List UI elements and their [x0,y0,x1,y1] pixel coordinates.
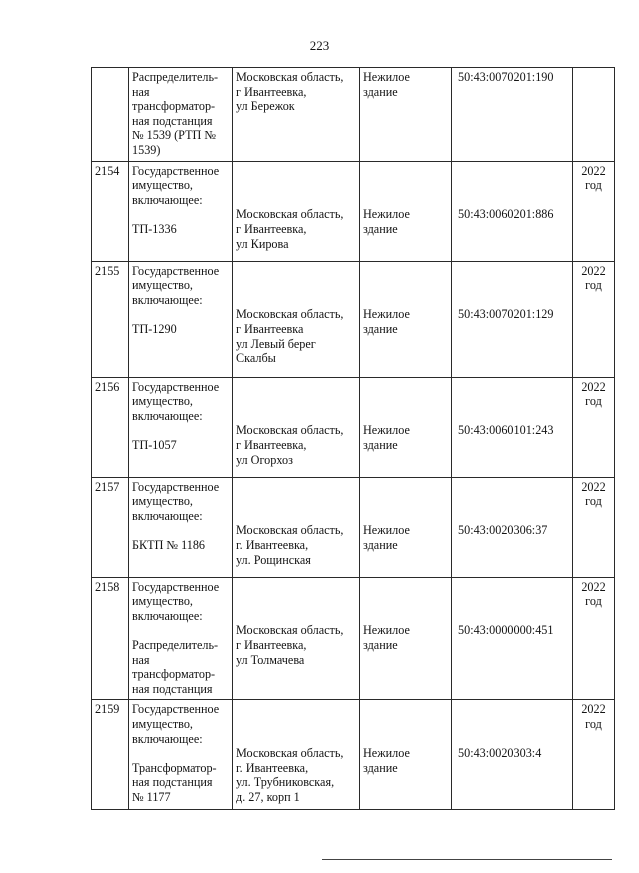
property-item-name: ТП-1336 [132,221,177,236]
transfer-year-cell [573,700,615,810]
table-row [92,161,615,261]
building-type: Нежилое здание [363,207,410,236]
entry-number: 2157 [95,479,120,494]
property-group-name: Государственное имущество, включающее: [132,379,220,423]
property-group-name: Государственное имущество, включающее: [132,702,220,746]
property-group-name: Государственное имущество, включающее: [132,263,220,307]
property-address: Московская область, г Ивантеевка, ул Кирова [236,207,344,251]
building-type: Нежилое здание [363,623,410,652]
registry-table-body [92,68,615,810]
building-type: Нежилое здание [363,423,410,452]
transfer-year: 2022 год [581,702,606,731]
property-name-cell [129,161,233,261]
cadastral-number: 50:43:0060101:243 [458,423,554,438]
cadastral-number-cell [452,477,573,577]
property-name-cell [129,68,233,162]
transfer-year: 2022 год [581,163,606,193]
property-item-name: ТП-1057 [132,437,177,452]
property-item-name: Трансформатор- ная подстанция № 1177 [132,760,217,804]
property-name-cell [129,261,233,377]
cadastral-number: 50:43:0070201:129 [458,307,554,322]
building-type: Нежилое здание [363,70,410,99]
property-address: Московская область, г Ивантеевка, ул Бережок [236,70,344,114]
cadastral-number-cell [452,577,573,700]
property-group-name: Государственное имущество, включающее: [132,479,220,523]
cadastral-number-cell [452,700,573,810]
cadastral-number: 50:43:0070201:190 [458,70,554,84]
property-name-cell [129,700,233,810]
address-cell [233,68,360,162]
building-type: Нежилое здание [363,746,410,775]
property-item-name: Распределитель- ная трансформатор- ная подстанция [132,637,219,696]
transfer-year: 2022 год [581,479,606,509]
entry-number: 2155 [95,263,120,278]
property-item-name: ТП-1290 [132,321,177,336]
address-cell [233,477,360,577]
entry-number: 2154 [95,163,120,178]
transfer-year: 2022 год [581,379,606,409]
property-name-cell [129,477,233,577]
address-cell [233,377,360,477]
property-address: Московская область, г Ивантеевка, ул Толмачева [236,623,344,667]
address-cell [233,261,360,377]
cadastral-number-cell [452,161,573,261]
property-item-name: Распределитель- ная трансформатор- ная подстанция № 1539 (РТП № 1539) [132,70,219,157]
building-type-cell [360,577,452,700]
property-registry-table [91,67,615,810]
cadastral-number-cell [452,68,573,162]
entry-number-cell [92,68,129,162]
property-item-name: БКТП № 1186 [132,537,206,552]
building-type: Нежилое здание [363,307,410,336]
address-cell [233,161,360,261]
table-row [92,577,615,700]
table-row [92,261,615,377]
transfer-year-cell [573,577,615,700]
property-address: Московская область, г Ивантеевка ул Левый берег Скалбы [236,307,344,366]
footer-rule [322,859,612,860]
property-name-cell [129,577,233,700]
transfer-year-cell [573,377,615,477]
building-type-cell [360,700,452,810]
cadastral-number: 50:43:0020306:37 [458,523,548,538]
table-row [92,477,615,577]
building-type-cell [360,161,452,261]
cadastral-number: 50:43:0000000:451 [458,623,554,638]
address-cell [233,577,360,700]
entry-number-cell [92,700,129,810]
entry-number-cell [92,377,129,477]
property-address: Московская область, г. Ивантеевка, ул. Рощинская [236,523,344,567]
entry-number: 2156 [95,379,120,394]
table-row [92,377,615,477]
property-group-name: Государственное имущество, включающее: [132,579,220,623]
property-address: Московская область, г. Ивантеевка, ул. Трубниковская, д. 27, корп 1 [236,746,344,804]
entry-number: 2159 [95,702,120,717]
transfer-year-cell [573,68,615,162]
cadastral-number-cell [452,377,573,477]
page-number: 223 [309,38,330,53]
entry-number-cell [92,577,129,700]
entry-number-cell [92,261,129,377]
transfer-year-cell [573,261,615,377]
building-type-cell [360,377,452,477]
transfer-year-cell [573,161,615,261]
property-name-cell [129,377,233,477]
cadastral-number-cell [452,261,573,377]
table-row [92,68,615,162]
transfer-year: 2022 год [581,263,606,293]
table-row [92,700,615,810]
property-group-name: Государственное имущество, включающее: [132,163,220,207]
building-type: Нежилое здание [363,523,410,552]
transfer-year: 2022 год [581,579,606,609]
cadastral-number: 50:43:0020303:4 [458,746,542,761]
building-type-cell [360,477,452,577]
property-address: Московская область, г Ивантеевка, ул Огорхоз [236,423,344,467]
transfer-year-cell [573,477,615,577]
address-cell [233,700,360,810]
entry-number-cell [92,477,129,577]
entry-number-cell [92,161,129,261]
cadastral-number: 50:43:0060201:886 [458,207,554,222]
building-type-cell [360,261,452,377]
building-type-cell [360,68,452,162]
entry-number: 2158 [95,579,120,594]
